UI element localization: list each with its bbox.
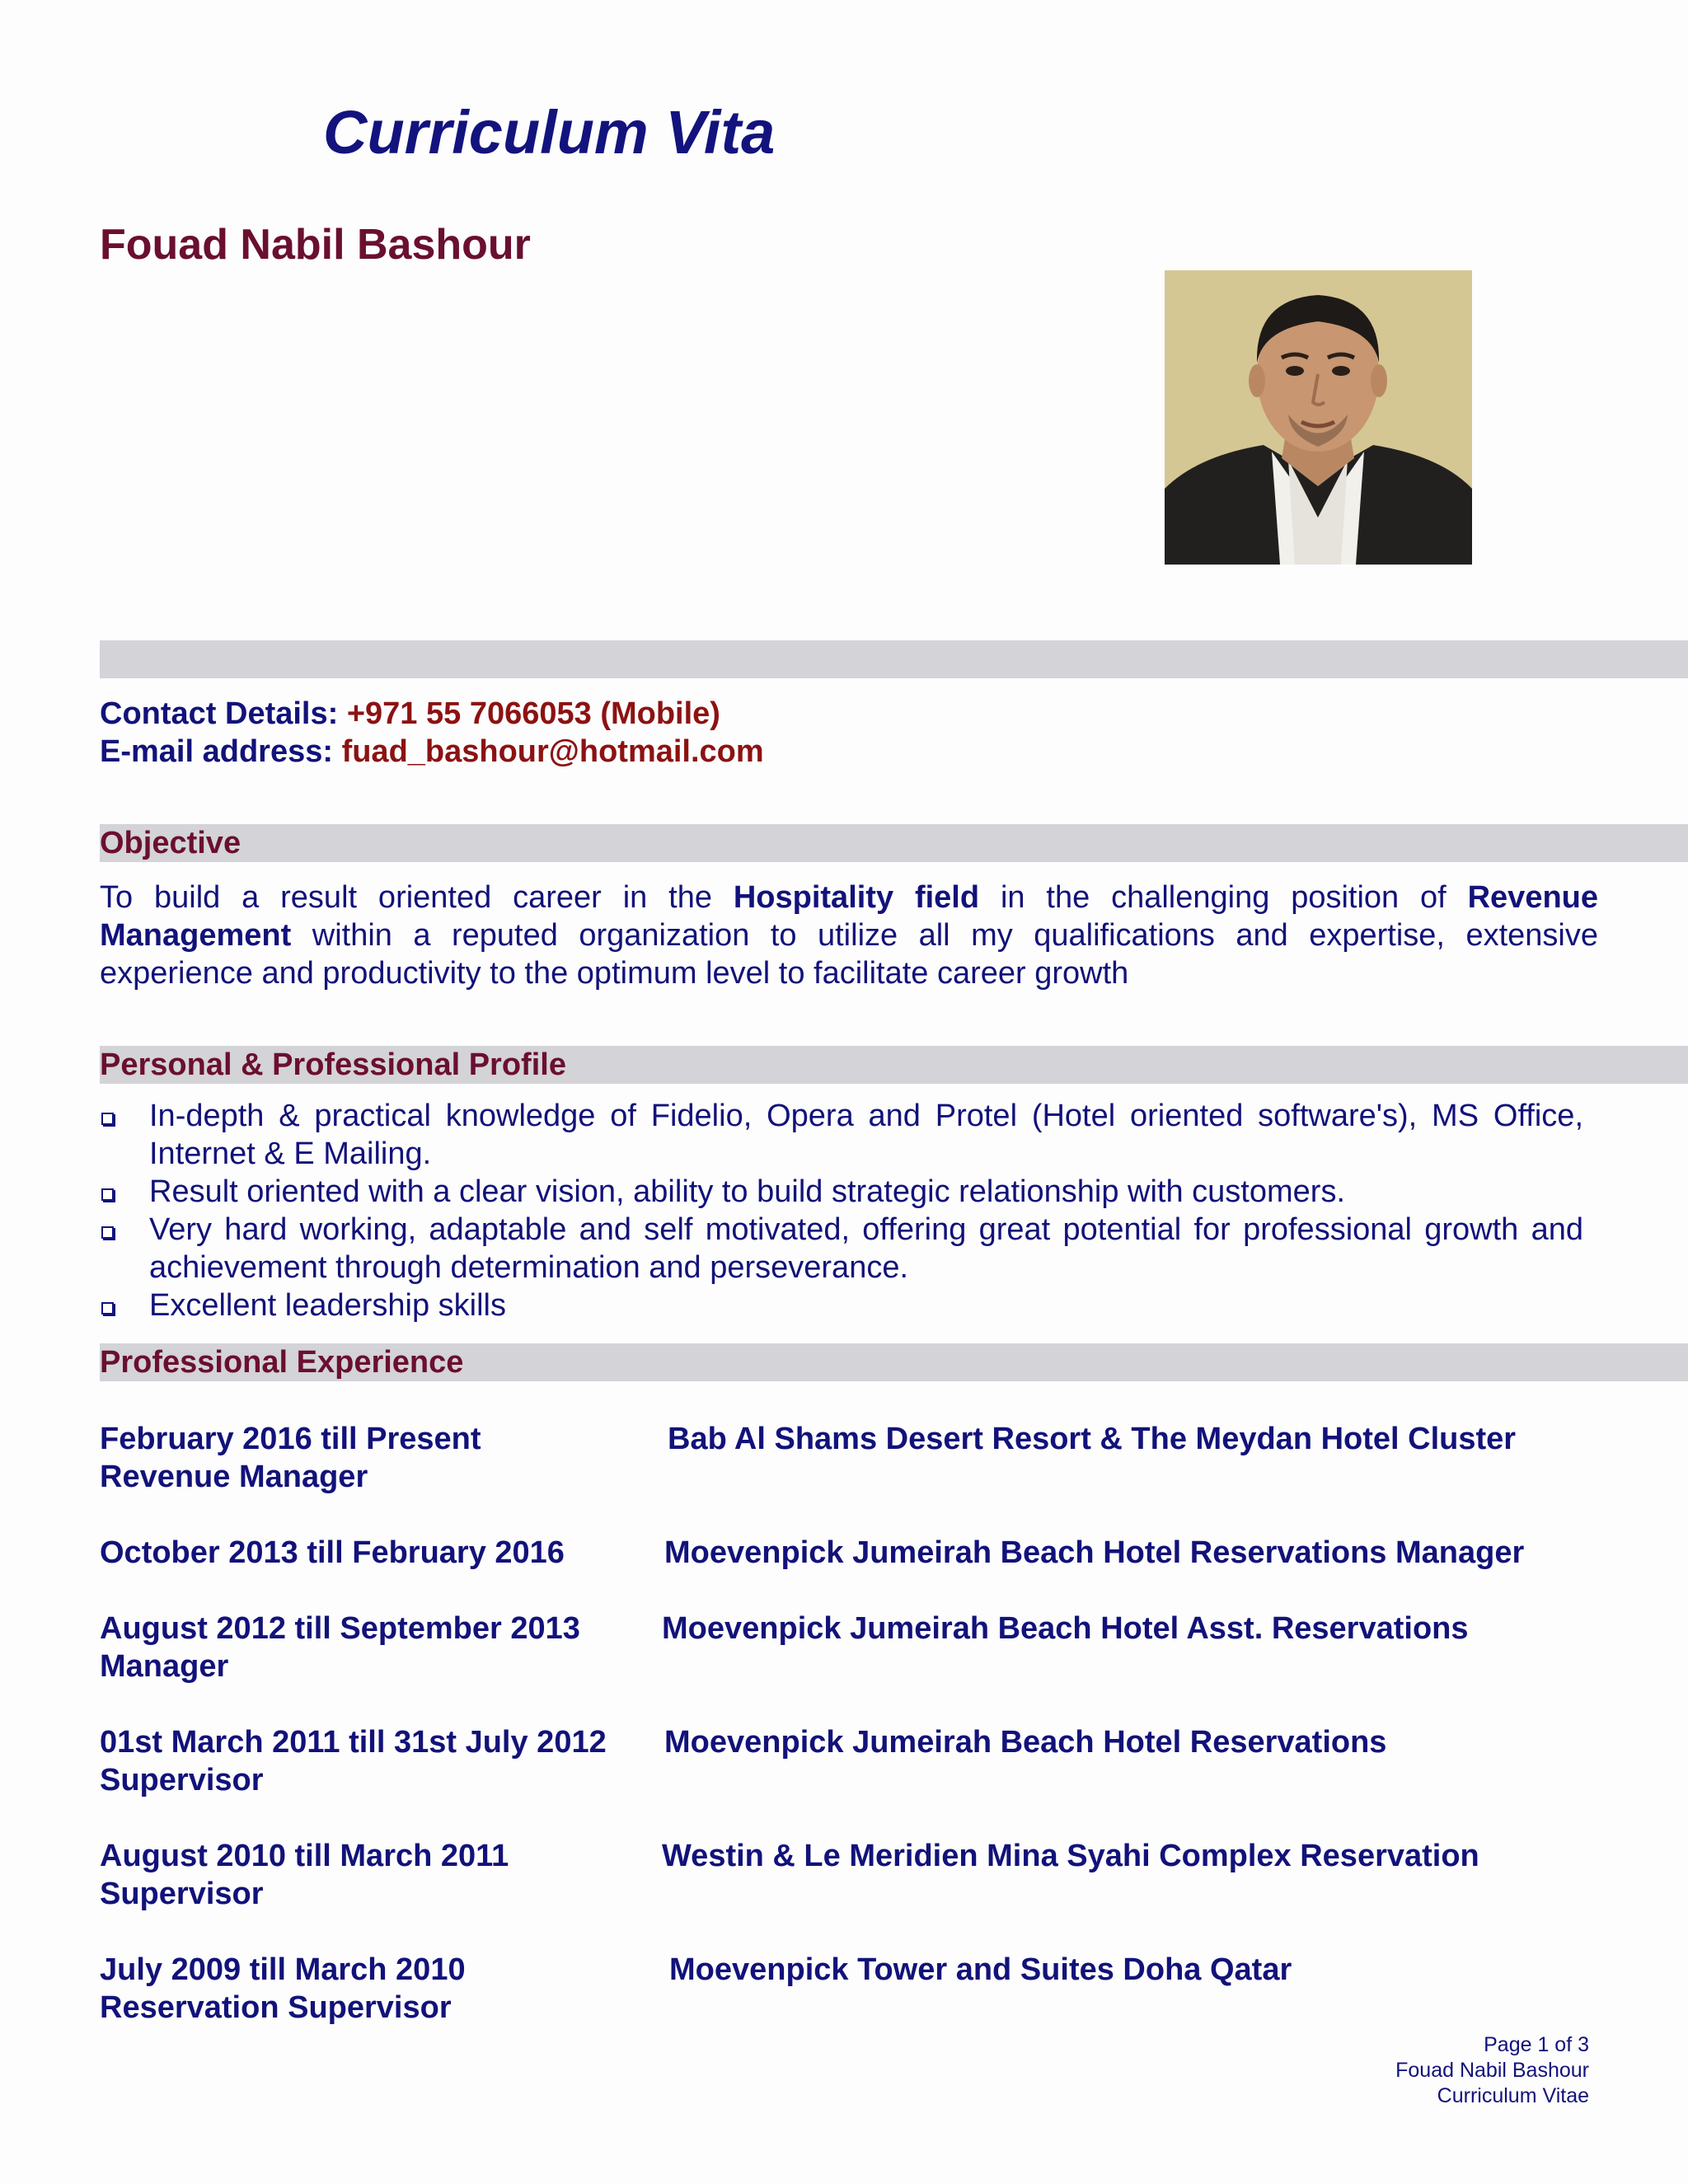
profile-item-text: Result oriented with a clear vision, ability to build strategic relationship with customers. bbox=[149, 1174, 1345, 1209]
experience-header-bar bbox=[100, 1343, 1688, 1381]
experience-role: Manager bbox=[100, 1649, 229, 1684]
objective-text-2: in the challenging position of bbox=[979, 880, 1468, 915]
profile-heading: Personal & Professional Profile bbox=[100, 1047, 566, 1082]
experience-role: Supervisor bbox=[100, 1877, 264, 1911]
profile-header-bar bbox=[100, 1046, 1688, 1084]
experience-heading: Professional Experience bbox=[100, 1345, 464, 1380]
list-item bbox=[100, 1097, 1583, 1173]
portrait-image bbox=[1165, 270, 1472, 565]
objective-bold-1: Hospitality field bbox=[733, 880, 980, 915]
document-title: Curriculum Vita bbox=[323, 98, 776, 166]
objective-text bbox=[100, 879, 1598, 992]
experience-employer: Moevenpick Jumeirah Beach Hotel Reservations Manager bbox=[664, 1535, 1525, 1570]
checkbox-bullet-icon bbox=[101, 1302, 114, 1315]
contact-phone-line bbox=[100, 695, 720, 733]
experience-employer: Bab Al Shams Desert Resort & The Meydan Hotel Cluster bbox=[668, 1422, 1517, 1456]
experience-period: February 2016 till Present bbox=[100, 1422, 481, 1456]
profile-item-text: Very hard working, adaptable and self motivated, offering great potential for professional growth and achievement through determination and perseverance. bbox=[149, 1212, 1583, 1285]
experience-period: August 2010 till March 2011 bbox=[100, 1839, 509, 1873]
list-item bbox=[100, 1211, 1583, 1286]
experience-role: Revenue Manager bbox=[100, 1460, 368, 1494]
contact-phone-label: Contact Details: bbox=[100, 696, 339, 731]
objective-header-bar bbox=[100, 824, 1688, 862]
objective-text-1: To build a result oriented career in the bbox=[100, 880, 734, 915]
page-footer bbox=[1395, 2032, 1589, 2109]
experience-employer: Westin & Le Meridien Mina Syahi Complex Reservation bbox=[662, 1839, 1479, 1873]
experience-role: Reservation Supervisor bbox=[100, 1990, 452, 2025]
list-item bbox=[100, 1286, 1583, 1324]
profile-photo bbox=[1165, 270, 1472, 565]
experience-period: August 2012 till September 2013 bbox=[100, 1611, 580, 1646]
contact-email-label: E-mail address: bbox=[100, 734, 333, 769]
footer-doc-title: Curriculum Vitae bbox=[1437, 2084, 1589, 2107]
contact-email-line bbox=[100, 733, 764, 771]
objective-bold-2: Revenue Management bbox=[100, 880, 1599, 953]
checkbox-bullet-icon bbox=[101, 1188, 114, 1201]
footer-name: Fouad Nabil Bashour bbox=[1395, 2059, 1589, 2082]
checkbox-bullet-icon bbox=[101, 1226, 114, 1239]
profile-list bbox=[100, 1097, 1583, 1324]
experience-period: July 2009 till March 2010 bbox=[100, 1952, 466, 1987]
experience-period: October 2013 till February 2016 bbox=[100, 1535, 565, 1570]
profile-item-text: Excellent leadership skills bbox=[149, 1288, 506, 1323]
contact-phone-value: +971 55 7066053 (Mobile) bbox=[346, 696, 720, 731]
objective-heading: Objective bbox=[100, 826, 241, 860]
profile-item-text: In-depth & practical knowledge of Fidelio, Opera and Protel (Hotel oriented software's), MS Office, Internet & E Mailing. bbox=[149, 1099, 1583, 1171]
objective-text-3: within a reputed organization to utilize all my qualifications and expertise, extensive experience and productivity to the optimum level to facilitate career growth bbox=[100, 918, 1598, 991]
divider-bar bbox=[100, 640, 1688, 678]
person-name: Fouad Nabil Bashour bbox=[100, 221, 531, 269]
experience-employer: Moevenpick Tower and Suites Doha Qatar bbox=[669, 1952, 1292, 1987]
experience-employer: Moevenpick Jumeirah Beach Hotel Asst. Reservations bbox=[662, 1611, 1469, 1646]
footer-page-number: Page 1 of 3 bbox=[1484, 2033, 1589, 2056]
checkbox-bullet-icon bbox=[101, 1113, 114, 1125]
experience-period: 01st March 2011 till 31st July 2012 bbox=[100, 1725, 607, 1760]
list-item bbox=[100, 1173, 1583, 1211]
contact-email-value: fuad_bashour@hotmail.com bbox=[341, 734, 764, 769]
experience-employer: Moevenpick Jumeirah Beach Hotel Reservations bbox=[664, 1725, 1387, 1760]
experience-role: Supervisor bbox=[100, 1763, 264, 1797]
